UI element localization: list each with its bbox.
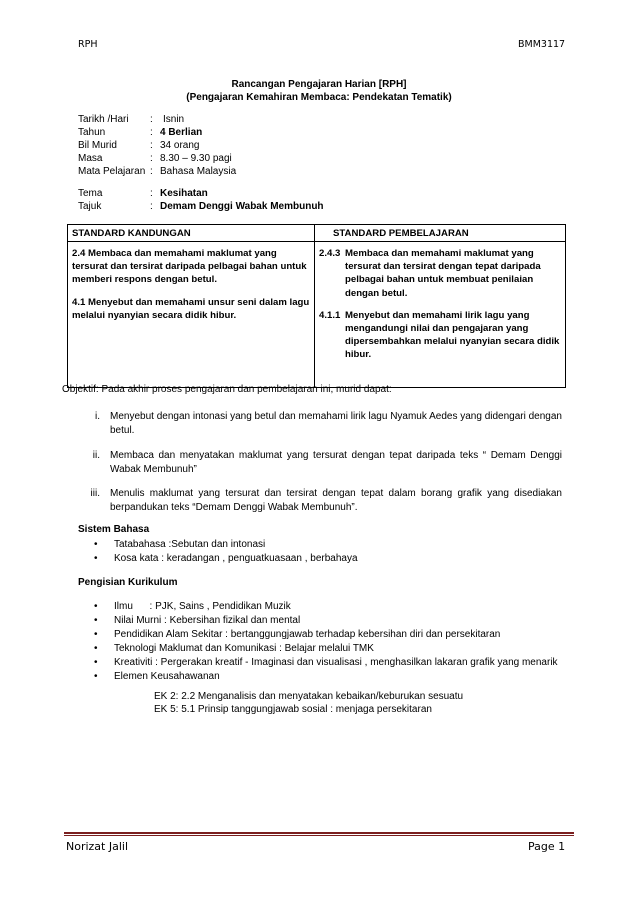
header-right: BMM3117 <box>518 39 566 50</box>
pembelajaran-text: Menyebut dan memahami lirik lagu yang mengandungi nilai dan pengajaran yang dipersembahkan melalui nyanyian secara didik hibur. <box>345 309 560 361</box>
footer-author: Norizat Jalil <box>66 840 129 853</box>
pembelajaran-cell <box>315 242 566 388</box>
header-left: RPH <box>78 39 98 50</box>
list-item: • Kosa kata : keradangan , penguatkuasaan , berbahaya <box>90 552 562 566</box>
info-sep: : <box>150 114 153 125</box>
standards-header-row <box>68 225 566 242</box>
ek-line: EK 5: 5.1 Prinsip tanggungjawab sosial : menjaga persekitaran <box>154 704 432 715</box>
list-item: • Ilmu : PJK, Sains , Pendidikan Muzik <box>90 600 562 614</box>
info-value: Demam Denggi Wabak Membunuh <box>160 201 324 212</box>
info-label: Tajuk <box>78 201 102 212</box>
info-row <box>78 201 324 212</box>
info-row <box>78 188 208 199</box>
info-row <box>78 140 199 151</box>
objektif-item <box>70 449 562 477</box>
pembelajaran-number: 4.1.1 <box>319 309 341 321</box>
standards-table <box>67 224 566 388</box>
info-row <box>78 166 236 177</box>
kurikulum-title: Pengisian Kurikulum <box>78 577 178 588</box>
objektif-text: Membaca dan menyatakan maklumat yang tersurat dengan tepat daripada teks “ Demam Denggi Wabak Membunuh” <box>110 450 562 475</box>
objektif-item <box>70 487 562 515</box>
objektif-number: iii. <box>90 488 100 499</box>
document-title: Rancangan Pengajaran Harian [RPH] <box>231 79 407 90</box>
info-sep: : <box>150 127 153 138</box>
objektif-number: ii. <box>92 450 100 461</box>
info-label: Tema <box>78 188 103 199</box>
info-label: Tahun <box>78 127 106 138</box>
info-sep: : <box>150 153 153 164</box>
sistem-bahasa-title: Sistem Bahasa <box>78 524 150 535</box>
header-standard-kandungan: STANDARD KANDUNGAN <box>68 225 315 242</box>
info-sep: : <box>150 188 153 199</box>
list-item: • Kreativiti : Pergerakan kreatif - Imaginasi dan visualisasi , menghasilkan lakaran grafik yang menarik <box>90 656 562 670</box>
kandungan-item: 4.1 Menyebut dan memahami unsur seni dalam lagu melalui nyanyian secara didik hibur. <box>72 296 310 321</box>
kandungan-cell <box>68 242 315 388</box>
info-label: Mata Pelajaran <box>78 166 146 177</box>
objektif-text: Menulis maklumat yang tersurat dan tersirat dengan tepat dalam borang grafik yang disediakan berpandukan teks “Demam Denggi Wabak Membunuh”. <box>110 488 562 513</box>
info-sep: : <box>150 201 153 212</box>
pembelajaran-text: Membaca dan memahami maklumat yang tersurat dan tersirat dengan tepat daripada pelbagai bahan untuk membuat penilaian dengan betul. <box>345 248 541 299</box>
pembelajaran-number: 2.4.3 <box>319 248 341 259</box>
info-value: Isnin <box>163 114 185 125</box>
info-label: Tarikh /Hari <box>78 114 129 125</box>
list-item: • Pendidikan Alam Sekitar : bertanggungjawab terhadap kebersihan diri dan persekitaran <box>90 628 562 642</box>
list-item: • Tatabahasa :Sebutan dan intonasi <box>90 538 562 552</box>
pembelajaran-item <box>319 309 561 362</box>
info-value: 4 Berlian <box>160 127 203 138</box>
standards-body-row <box>68 242 566 388</box>
objektif-number: i. <box>95 411 100 422</box>
footer-page-number: Page 1 <box>528 840 566 853</box>
list-item: • Elemen Keusahawanan <box>90 670 562 684</box>
info-row <box>78 114 184 125</box>
sistem-bahasa-list <box>90 538 562 566</box>
info-row <box>78 153 232 164</box>
info-value: 34 orang <box>160 140 200 151</box>
kandungan-item: 2.4 Membaca dan memahami maklumat yang tersurat dan tersirat daripada pelbagai bahan untuk memberi respons dengan betul. <box>72 248 307 286</box>
list-item: • Nilai Murni : Kebersihan fizikal dan mental <box>90 614 562 628</box>
info-label: Bil Murid <box>78 140 117 151</box>
footer-divider <box>64 832 574 834</box>
ek-line: EK 2: 2.2 Menganalisis dan menyatakan kebaikan/keburukan sesuatu <box>154 691 464 702</box>
kurikulum-list <box>90 600 562 684</box>
document-subtitle: (Pengajaran Kemahiran Membaca: Pendekatan Tematik) <box>186 92 452 103</box>
footer-divider-thin <box>64 835 574 836</box>
info-sep: : <box>150 140 153 151</box>
info-row <box>78 127 202 138</box>
pembelajaran-item <box>319 247 561 300</box>
info-sep: : <box>150 166 153 177</box>
list-item: • Teknologi Maklumat dan Komunikasi : Belajar melalui TMK <box>90 642 562 656</box>
info-value: Kesihatan <box>160 188 208 199</box>
info-label: Masa <box>78 153 103 164</box>
objektif-text: Menyebut dengan intonasi yang betul dan memahami lirik lagu Nyamuk Aedes yang didengari dengan betul. <box>110 411 562 436</box>
info-value: Bahasa Malaysia <box>160 166 237 177</box>
objektif-item <box>70 410 562 438</box>
header-standard-pembelajaran: STANDARD PEMBELAJARAN <box>315 225 566 242</box>
info-value: 8.30 – 9.30 pagi <box>160 153 232 164</box>
objektif-intro: Objektif: Pada akhir proses pengajaran dan pembelajaran ini, murid dapat: <box>62 384 392 395</box>
